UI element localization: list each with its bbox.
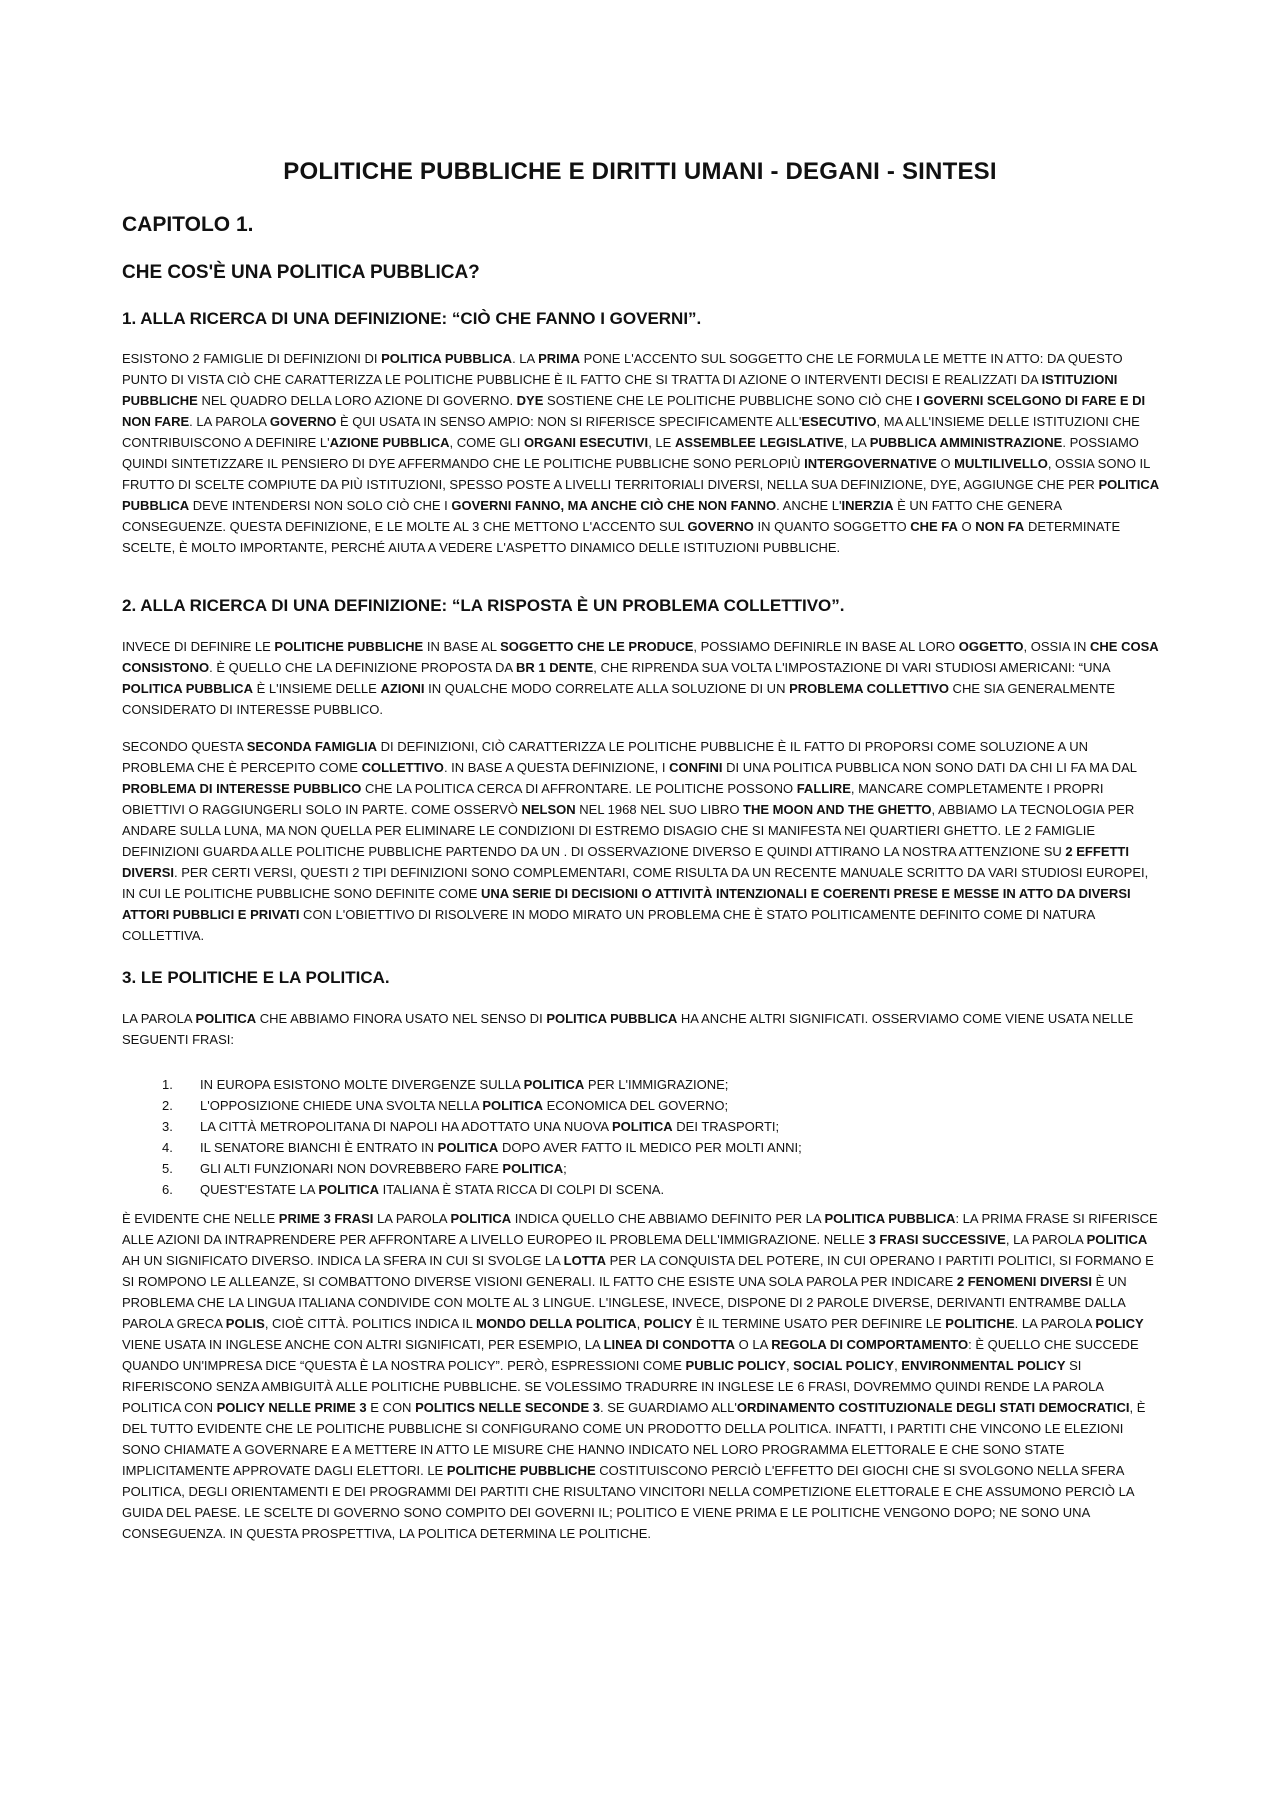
bold-term: POLITICA PUBBLICA [122,681,253,696]
bold-term: NELSON [521,802,576,817]
section-heading-1: 1. ALLA RICERCA DI UNA DEFINIZIONE: “CIÒ CHE FANNO I GOVERNI”. [122,309,702,328]
bold-term: GOVERNO [269,414,337,429]
bold-term: POLICY NELLE PRIME 3 [216,1400,367,1415]
bold-term: FALLIRE [796,781,851,796]
bold-term: I GOVERNI SCELGONO DI FARE E DI NON FARE [122,393,1146,429]
paragraph-1: ESISTONO 2 FAMIGLIE DI DEFINIZIONI DI POLITICA PUBBLICA. LA PRIMA PONE L'ACCENTO SUL SOGGETTO CHE LE FORMULA LE METTE IN ATTO: DA QUESTO PUNTO DI VISTA CIÒ CHE CARATTERIZZA LE POLITICHE PUBBLICHE È IL FATTO CHE SI TRATTA DI AZIONE O INTERVENTI DECISI E REALIZZATI DA ISTITUZIONI PUBBLICHE NEL QUADRO DELLA LORO AZIONE DI GOVERNO. DYE SOSTIENE CHE LE POLITICHE PUBBLICHE SONO CIÒ CHE I GOVERNI SCELGONO DI FARE E DI NON FARE. LA PAROLA GOVERNO È QUI USATA IN SENSO AMPIO: NON SI RIFERISCE SPECIFICAMENTE ALL'ESECUTIVO, MA ALL'INSIEME DELLE ISTITUZIONI CHE CONTRIBUISCONO A DEFINIRE L'AZIONE PUBBLICA, COME GLI ORGANI ESECUTIVI, LE ASSEMBLEE LEGISLATIVE, LA PUBBLICA AMMINISTRAZIONE. POSSIAMO QUINDI SINTETIZZARE IL PENSIERO DI DYE AFFERMANDO CHE LE POLITICHE PUBBLICHE SONO PERLOPIÙ INTERGOVERNATIVE O MULTILIVELLO, OSSIA SONO IL FRUTTO DI SCELTE COMPIUTE DA PIÙ ISTITUZIONI, SPESSO POSTE A LIVELLI TERRITORIALI DIVERSI, NELLA SUA DEFINIZIONE, DYE, AGGIUNGE CHE PER POLITICA PUBBLICA DEVE INTENDERSI NON SOLO CIÒ CHE I GOVERNI FANNO, MA ANCHE CIÒ CHE NON FANNO. ANCHE L'INERZIA È UN FATTO CHE GENERA CONSEGUENZE. QUESTA DEFINIZIONE, E LE MOLTE AL 3 CHE METTONO L'ACCENTO SUL GOVERNO IN QUANTO SOGGETTO CHE FA O NON FA DETERMINATE SCELTE, È MOLTO IMPORTANTE, PERCHÉ AIUTA A VEDERE L'ASPETTO DINAMICO DELLE ISTITUZIONI PUBBLICHE. [122,351,1159,555]
bold-term: POLITICA [612,1119,673,1134]
bold-term: CONFINI [669,760,723,775]
bold-term: PRIME 3 FRASI [278,1211,374,1226]
bold-term: SECONDA FAMIGLIA [246,739,377,754]
bold-term: POLITICA [318,1182,379,1197]
bold-term: INERZIA [841,498,894,513]
bold-term: MULTILIVELLO [954,456,1048,471]
chapter-heading: CAPITOLO 1. [122,213,254,236]
bold-term: ESECUTIVO [801,414,877,429]
bold-term: POLITICA PUBBLICA [381,351,513,366]
bold-term: UNA SERIE DI DECISIONI O ATTIVITÀ INTENZIONALI E COERENTI PRESE E MESSE IN ATTO DA DIVERSI ATTORI PUBBLICI E PRIVATI [122,886,1131,922]
bold-term: 2 EFFETTI DIVERSI [122,844,1129,880]
bold-term: AZIONE PUBBLICA [329,435,450,450]
bold-term: POLITICS NELLE SECONDE 3 [415,1400,600,1415]
bold-term: COLLETTIVO [361,760,444,775]
bold-term: POLITICA PUBBLICA [824,1211,956,1226]
bold-term: LINEA DI CONDOTTA [603,1337,736,1352]
section-heading-3: 3. LE POLITICHE E LA POLITICA. [122,968,390,987]
section-heading-2: 2. ALLA RICERCA DI UNA DEFINIZIONE: “LA RISPOSTA È UN PROBLEMA COLLETTIVO”. [122,596,845,615]
list-item: 5. GLI ALTI FUNZIONARI NON DOVREBBERO FARE POLITICA; [162,1161,567,1176]
bold-term: ISTITUZIONI PUBBLICHE [122,372,1118,408]
bold-term: POLITICHE PUBBLICHE [446,1463,596,1478]
bold-term: SOGGETTO CHE LE PRODUCE [500,639,694,654]
bold-term: POLITICA [482,1098,543,1113]
bold-term: POLIS [225,1316,265,1331]
list-item: 1. IN EUROPA ESISTONO MOLTE DIVERGENZE SULLA POLITICA PER L'IMMIGRAZIONE; [162,1077,729,1092]
bold-term: MONDO DELLA POLITICA [475,1316,637,1331]
chapter-question: CHE COS'È UNA POLITICA PUBBLICA? [122,262,480,283]
bold-term: LOTTA [563,1253,606,1268]
bold-term: INTERGOVERNATIVE [804,456,937,471]
bold-term: PROBLEMA COLLETTIVO [789,681,949,696]
list-item: 2. L'OPPOSIZIONE CHIEDE UNA SVOLTA NELLA POLITICA ECONOMICA DEL GOVERNO; [162,1098,729,1113]
example-sentences-list [122,1074,1162,1200]
bold-term: ORGANI ESECUTIVI [523,435,649,450]
bold-term: GOVERNO [687,519,754,534]
bold-term: POLICY [1095,1316,1144,1331]
bold-term: ORDINAMENTO COSTITUZIONALE DEGLI STATI DEMOCRATICI [736,1400,1130,1415]
bold-term: AZIONI [380,681,425,696]
paragraph-3: SECONDO QUESTA SECONDA FAMIGLIA DI DEFINIZIONI, CIÒ CARATTERIZZA LE POLITICHE PUBBLICHE È IL FATTO DI PROPORSI COME SOLUZIONE A UN PROBLEMA CHE È PERCEPITO COME COLLETTIVO. IN BASE A QUESTA DEFINIZIONE, I CONFINI DI UNA POLITICA PUBBLICA NON SONO DATI DA CHI LI FA MA DAL PROBLEMA DI INTERESSE PUBBLICO CHE LA POLITICA CERCA DI AFFRONTARE. LE POLITICHE POSSONO FALLIRE, MANCARE COMPLETAMENTE I PROPRI OBIETTIVI O RAGGIUNGERLI SOLO IN PARTE. COME OSSERVÒ NELSON NEL 1968 NEL SUO LIBRO THE MOON AND THE GHETTO, ABBIAMO LA TECNOLOGIA PER ANDARE SULLA LUNA, MA NON QUELLA PER ELIMINARE LE CONDIZIONI DI ESTREMO DISAGIO CHE SI MANIFESTA NEI QUARTIERI GHETTO. LE 2 FAMIGLIE DEFINIZIONI GUARDA ALLE POLITICHE PUBBLICHE PARTENDO DA UN . DI OSSERVAZIONE DIVERSO E QUINDI ATTIRANO LA NOSTRA ATTENZIONE SU 2 EFFETTI DIVERSI. PER CERTI VERSI, QUESTI 2 TIPI DEFINIZIONI SONO COMPLEMENTARI, COME RISULTA DA UN RECENTE MANUALE SCRITTO DA VARI STUDIOSI EUROPEI, IN CUI LE POLITICHE PUBBLICHE SONO DEFINITE COME UNA SERIE DI DECISIONI O ATTIVITÀ INTENZIONALI E COERENTI PRESE E MESSE IN ATTO DA DIVERSI ATTORI PUBBLICI E PRIVATI CON L'OBIETTIVO DI RISOLVERE IN MODO MIRATO UN PROBLEMA CHE È STATO POLITICAMENTE DEFINITO COME DI NATURA COLLETTIVA. [122,739,1149,943]
bold-term: POLICY [643,1316,693,1331]
bold-term: POLITICA [195,1011,257,1026]
bold-term: SOCIAL POLICY [793,1358,895,1373]
bold-term: POLITICHE PUBBLICHE [274,639,424,654]
bold-term: CHE COSA CONSISTONO [122,639,1159,675]
bold-term: OGGETTO [958,639,1024,654]
bold-term: THE MOON AND THE GHETTO [743,802,932,817]
bold-term: POLITICA [450,1211,512,1226]
document-title: POLITICHE PUBBLICHE E DIRITTI UMANI - DEGANI - SINTESI [283,158,997,185]
paragraph-5: È EVIDENTE CHE NELLE PRIME 3 FRASI LA PAROLA POLITICA INDICA QUELLO CHE ABBIAMO DEFINITO PER LA POLITICA PUBBLICA: LA PRIMA FRASE SI RIFERISCE ALLE AZIONI DA INTRAPRENDERE PER AFFRONTARE A LIVELLO EUROPEO IL PROBLEMA DELL'IMMIGRAZIONE. NELLE 3 FRASI SUCCESSIVE, LA PAROLA POLITICA AH UN SIGNIFICATO DIVERSO. INDICA LA SFERA IN CUI SI SVOLGE LA LOTTA PER LA CONQUISTA DEL POTERE, IN CUI OPERANO I PARTITI POLITICI, SI FORMANO E SI ROMPONO LE ALLEANZE, SI COMBATTONO DIVERSE VISIONI GENERALI. IL FATTO CHE ESISTE UNA SOLA PAROLA PER INDICARE 2 FENOMENI DIVERSI È UN PROBLEMA CHE LA LINGUA ITALIANA CONDIVIDE CON MOLTE AL 3 LINGUE. L'INGLESE, INVECE, DISPONE DI 2 PAROLE DIVERSE, DERIVANTI ENTRAMBE DALLA PAROLA GRECA POLIS, CIOÈ CITTÀ. POLITICS INDICA IL MONDO DELLA POLITICA, POLICY È IL TERMINE USATO PER DEFINIRE LE POLITICHE. LA PAROLA POLICY VIENE USATA IN INGLESE ANCHE CON ALTRI SIGNIFICATI, PER ESEMPIO, LA LINEA DI CONDOTTA O LA REGOLA DI COMPORTAMENTO: È QUELLO CHE SUCCEDE QUANDO UN'IMPRESA DICE “QUESTA È LA NOSTRA POLICY”. PERÒ, ESPRESSIONI COME PUBLIC POLICY, SOCIAL POLICY, ENVIRONMENTAL POLICY SI RIFERISCONO SENZA AMBIGUITÀ ALLE POLITICHE PUBBLICHE. SE VOLESSIMO TRADURRE IN INGLESE LE 6 FRASI, DOVREMMO QUINDI RENDE LA PAROLA POLITICA CON POLICY NELLE PRIME 3 E CON POLITICS NELLE SECONDE 3. SE GUARDIAMO ALL'ORDINAMENTO COSTITUZIONALE DEGLI STATI DEMOCRATICI, È DEL TUTTO EVIDENTE CHE LE POLITICHE PUBBLICHE SI CONFIGURANO COME UN PRODOTTO DELLA POLITICA. INFATTI, I PARTITI CHE VINCONO LE ELEZIONI SONO CHIAMATE A GOVERNARE E A METTERE IN ATTO LE MISURE CHE HANNO INDICATO NEL LORO PROGRAMMA ELETTORALE E CHE SONO STATE IMPLICITAMENTE APPROVATE DAGLI ELETTORI. LE POLITICHE PUBBLICHE COSTITUISCONO PERCIÒ L'EFFETTO DEI GIOCHI CHE SI SVOLGONO NELLA SFERA POLITICA, DEGLI ORIENTAMENTI E DEI PROGRAMMI DEI PARTITI CHE RISULTANO VINCITORI NELLA COMPETIZIONE ELETTORALE E CHE ASSUMONO PERCIÒ LA GUIDA DEL PAESE. LE SCELTE DI GOVERNO SONO COMPITO DEI GOVERNI IL; POLITICO E VIENE PRIMA E LE POLITICHE VENGONO DOPO; NE SONO UNA CONSEGUENZA. IN QUESTA PROSPETTIVA, LA POLITICA DETERMINA LE POLITICHE. [122,1211,1158,1541]
list-item: 3. LA CITTÀ METROPOLITANA DI NAPOLI HA ADOTTATO UNA NUOVA POLITICA DEI TRASPORTI; [162,1119,780,1134]
bold-term: PUBLIC POLICY [685,1358,786,1373]
list-item: 4. IL SENATORE BIANCHI È ENTRATO IN POLITICA DOPO AVER FATTO IL MEDICO PER MOLTI ANNI; [162,1140,802,1155]
bold-term: BR 1 DENTE [515,660,594,675]
bold-term: 3 FRASI SUCCESSIVE [868,1232,1006,1247]
bold-term: CHE FA [910,519,958,534]
bold-term: NON FA [975,519,1025,534]
bold-term: 2 FENOMENI DIVERSI [956,1274,1092,1289]
bold-term: POLITICA PUBBLICA [122,477,1159,513]
bold-term: POLITICA [523,1077,585,1092]
bold-term: POLITICA [437,1140,499,1155]
bold-term: ENVIRONMENTAL POLICY [901,1358,1066,1373]
bold-term: POLITICA PUBBLICA [546,1011,678,1026]
bold-term: PRIMA [538,351,580,366]
bold-term: REGOLA DI COMPORTAMENTO [771,1337,969,1352]
bold-term: PROBLEMA DI INTERESSE PUBBLICO [122,781,362,796]
bold-term: DYE [516,393,544,408]
bold-term: POLITICA [1086,1232,1148,1247]
bold-term: PUBBLICA AMMINISTRAZIONE [869,435,1063,450]
paragraph-4: LA PAROLA POLITICA CHE ABBIAMO FINORA USATO NEL SENSO DI POLITICA PUBBLICA HA ANCHE ALTRI SIGNIFICATI. OSSERVIAMO COME VIENE USATA NELLE SEGUENTI FRASI: [122,1011,1134,1047]
bold-term: ASSEMBLEE LEGISLATIVE [674,435,844,450]
bold-term: POLITICA [502,1161,564,1176]
list-item: 6. QUEST'ESTATE LA POLITICA ITALIANA È STATA RICCA DI COLPI DI SCENA. [162,1182,665,1197]
bold-term: GOVERNI FANNO, MA ANCHE CIÒ CHE NON FANNO [451,498,777,513]
bold-term: POLITICHE [945,1316,1015,1331]
paragraph-2: INVECE DI DEFINIRE LE POLITICHE PUBBLICHE IN BASE AL SOGGETTO CHE LE PRODUCE, POSSIAMO DEFINIRLE IN BASE AL LORO OGGETTO, OSSIA IN CHE COSA CONSISTONO. È QUELLO CHE LA DEFINIZIONE PROPOSTA DA BR 1 DENTE, CHE RIPRENDA SUA VOLTA L'IMPOSTAZIONE DI VARI STUDIOSI AMERICANI: “UNA POLITICA PUBBLICA È L'INSIEME DELLE AZIONI IN QUALCHE MODO CORRELATE ALLA SOLUZIONE DI UN PROBLEMA COLLETTIVO CHE SIA GENERALMENTE CONSIDERATO DI INTERESSE PUBBLICO. [122,639,1159,717]
